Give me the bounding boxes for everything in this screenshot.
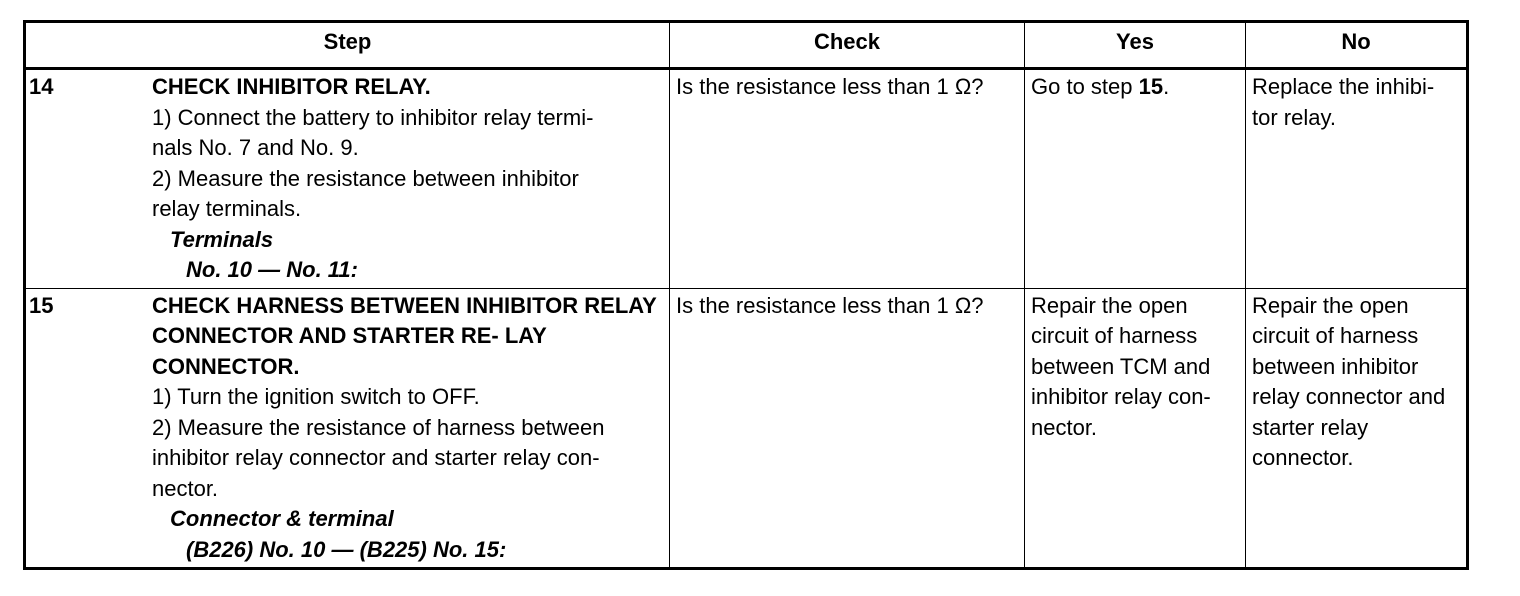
step-instruction: 1) Turn the ignition switch to OFF. <box>152 384 480 409</box>
step-instruction: nector. <box>152 475 219 501</box>
diagnostic-table <box>23 20 1469 570</box>
step-number: 15 <box>29 292 54 318</box>
header-row <box>25 22 1468 69</box>
step-cell <box>25 69 670 289</box>
no-cell: Replace the inhibi- tor relay. <box>1246 69 1468 289</box>
step-number: 14 <box>29 74 54 99</box>
step-body <box>152 291 665 566</box>
step-body <box>152 72 665 286</box>
yes-cell: Repair the open circuit of harness between TCM and inhibitor relay con- nector. <box>1025 288 1246 569</box>
step-title: CHECK HARNESS BETWEEN INHIBITOR RELAY CONNECTOR AND STARTER RE- LAY CONNECTOR. <box>152 292 657 379</box>
table-row <box>25 288 1468 569</box>
yes-cell <box>1025 69 1246 289</box>
no-cell: Repair the open circuit of harness between inhibitor relay connector and starter relay connector. <box>1246 288 1468 569</box>
header-yes: Yes <box>1025 22 1246 69</box>
header-no: No <box>1246 22 1468 69</box>
yes-text: Go to step <box>1031 74 1139 99</box>
yes-step-link: 15 <box>1138 74 1164 99</box>
step-title: CHECK INHIBITOR RELAY. <box>152 74 431 99</box>
check-cell: Is the resistance less than 1 Ω? <box>670 69 1025 289</box>
step-cell <box>25 288 670 569</box>
step-instruction: 1) Connect the battery to inhibitor relay termi- <box>152 104 594 130</box>
step-instruction: inhibitor relay connector and starter relay con- <box>152 445 600 470</box>
header-step: Step <box>25 22 670 69</box>
spec-value: (B226) No. 10 — (B225) No. 15: <box>186 536 507 562</box>
table-row <box>25 69 1468 289</box>
header-check: Check <box>670 22 1025 69</box>
spec-value: No. 10 — No. 11: <box>186 257 358 282</box>
check-cell: Is the resistance less than 1 Ω? <box>670 288 1025 569</box>
spec-label: Terminals <box>170 226 274 252</box>
step-instruction: 2) Measure the resistance of harness between <box>152 414 605 440</box>
step-instruction: nals No. 7 and No. 9. <box>152 135 359 160</box>
yes-suffix: . <box>1163 74 1170 99</box>
step-instruction: relay terminals. <box>152 196 302 221</box>
step-instruction: 2) Measure the resistance between inhibitor <box>152 165 579 191</box>
spec-label: Connector & terminal <box>170 506 394 531</box>
